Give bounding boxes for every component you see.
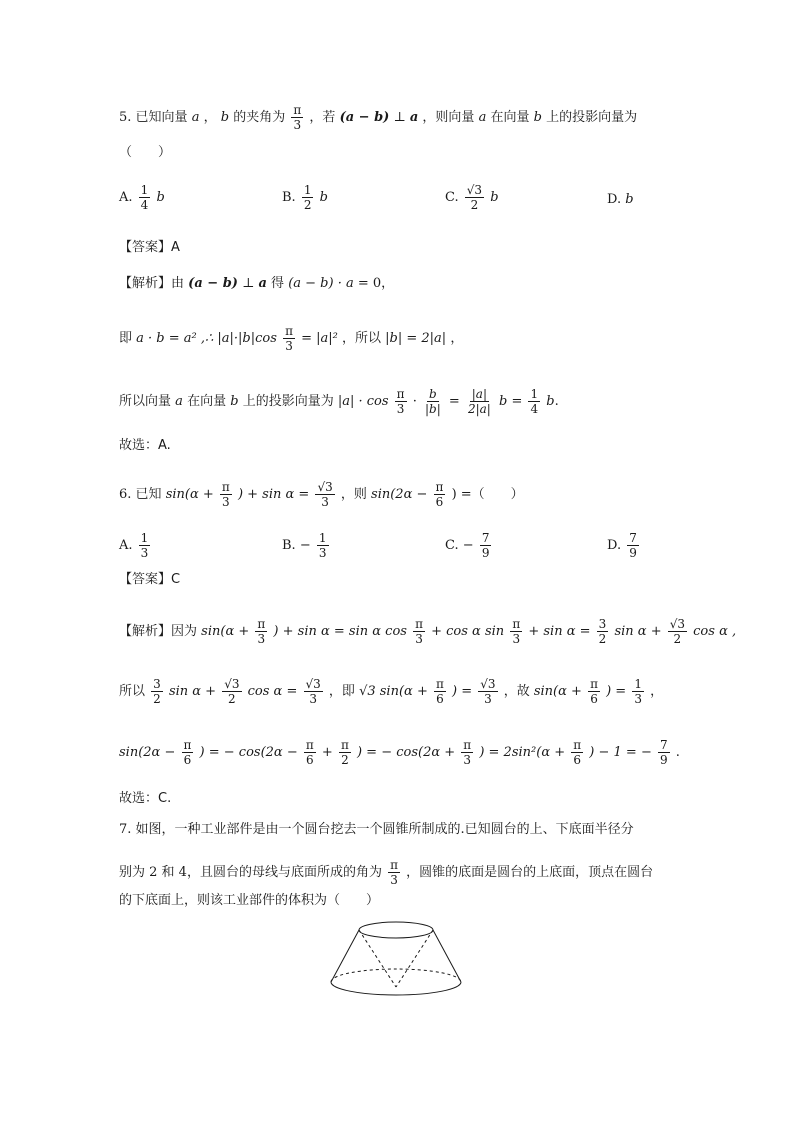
fraction-pi-3: $\frac{\pi}{3}$	[293, 103, 302, 132]
q6-stem: 6. 已知 sin(α + $\frac{\pi}{3}$ ) + sin α = $\frac{√3}{3}$ ，则 sin(2α − $\frac{\pi}{6}$ ) =（ ）	[119, 480, 524, 509]
q6-option-d: D. $\frac{7}{9}$	[607, 531, 637, 560]
q6-option-c: C. − $\frac{7}{9}$	[445, 531, 490, 560]
q6-conclusion: 故选：C.	[119, 791, 172, 806]
a-minus-b: (a − b)	[339, 110, 390, 125]
q6-option-b: B. − $\frac{1}{3}$	[282, 531, 327, 560]
q5-text: ，	[203, 110, 217, 125]
q5-text: 在向量	[490, 110, 530, 125]
q5-text: ，若	[309, 110, 336, 125]
q6-answer: 【答案】C	[119, 572, 181, 587]
q7-line2: 别为 2 和 4，且圆台的母线与底面所成的角为 $\frac{\pi}{3}$ ，圆锥的底面是圆台的上底面，顶点在圆台	[119, 858, 654, 887]
perp-symbol: ⊥	[393, 110, 406, 125]
vector-a: a	[478, 110, 487, 125]
frustum-cone-figure	[325, 918, 467, 1000]
q7-line1: 7. 如图，一种工业部件是由一个圆台挖去一个圆锥所制成的.已知圆台的上、下底面半径分	[119, 822, 634, 837]
q5-analysis-line1: 【解析】由 (a − b) ⊥ a 得 (a − b) · a = 0，	[119, 276, 395, 291]
q5-text: 的夹角为	[233, 110, 286, 125]
q5-analysis-line2: 即 a · b = a² ,∴ |a|·|b|cos $\frac{\pi}{3}$ = |a|² ，所以 |b| = 2|a| ，	[119, 324, 464, 353]
q6-option-a: A. $\frac{1}{3}$	[119, 531, 149, 560]
vector-b: b	[533, 110, 542, 125]
vector-a: a	[409, 110, 419, 125]
q6-analysis-line2: 所以 $\frac{3}{2}$ sin α + $\frac{√3}{2}$ cos α = $\frac{√3}{3}$ ，即 √3 sin(α + $\frac{\pi}{6}$ ) = $\frac{√3}{3}$ ，故 sin(α + $\frac{\pi}{6}$ ) = $\frac{1}{3}$ ，	[119, 677, 664, 706]
q6-analysis-line1: 【解析】因为 sin(α + $\frac{\pi}{3}$ ) + sin α = sin α cos $\frac{\pi}{3}$ + cos α sin $\frac{\pi}{3}$ + sin α = $\frac{3}{2}$ sin α + $\frac{√3}{2}$ cos α ,	[119, 617, 737, 646]
q5-option-a: A. $\frac{1}{4}$ b	[119, 183, 165, 212]
vector-a: a	[191, 110, 200, 125]
q5-paren: （ ）	[119, 145, 172, 160]
vector-b: b	[220, 110, 230, 125]
q5-option-b: B. $\frac{1}{2}$ b	[282, 183, 328, 212]
q5-text: ，则向量	[422, 110, 475, 125]
q5-option-d: D. b	[607, 192, 634, 207]
q5-text: 上的投影向量为	[546, 110, 638, 125]
q5-text: 5. 已知向量	[119, 110, 188, 125]
q5-conclusion: 故选：A.	[119, 438, 171, 453]
q5-answer: 【答案】A	[119, 240, 180, 255]
q5-option-c: C. $\frac{√3}{2}$ b	[445, 183, 499, 212]
q5-analysis-line3: 所以向量 a 在向量 b 上的投影向量为 |a| · cos $\frac{\pi}{3}$ · $\frac{b}{|b|}$ = $\frac{|a|}{2|a|}$ b = $\frac{1}{4}$ b.	[119, 387, 559, 416]
q7-line3: 的下底面上，则该工业部件的体积为（ ）	[119, 893, 380, 908]
q6-analysis-line3: sin(2α − $\frac{\pi}{6}$ ) = − cos(2α − $\frac{\pi}{6}$ + $\frac{\pi}{2}$ ) = − cos(2α + $\frac{\pi}{3}$ ) = 2sin²(α + $\frac{\pi}{6}$ ) − 1 = − $\frac{7}{9}$ .	[119, 738, 680, 767]
q5-stem	[119, 103, 637, 132]
